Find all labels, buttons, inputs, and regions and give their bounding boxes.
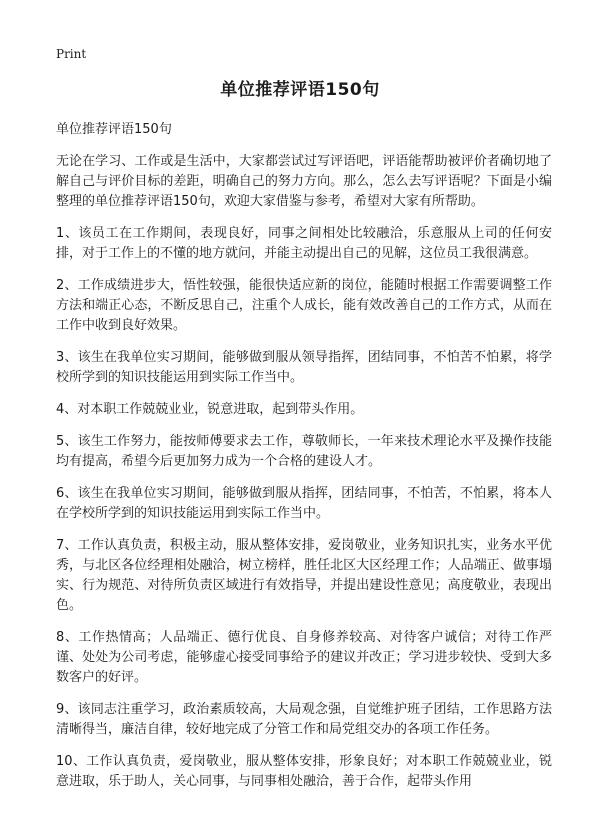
list-item: 2、工作成绩进步大，悟性较强，能很快适应新的岗位，能随时根据工作需要调整工作方法和端正心态，不断反思自己，注重个人成长，能有效改善自己的工作方式，从而在工作中收到良好效果。 — [56, 278, 552, 333]
list-item: 8、工作热情高；人品端正、德行优良、自身修养较高、对待客户诚信；对待工作严谨、处处为公司考虑，能够虚心接受同事给予的建议并改正；学习进步较快、受到大多数客户的好评。 — [56, 630, 552, 685]
list-item: 3、该生在我单位实习期间，能够做到服从领导指挥，团结同事，不怕苦不怕累，将学校所学到的知识技能运用到实际工作当中。 — [56, 350, 552, 385]
list-item: 10、工作认真负责，爱岗敬业，服从整体安排，形象良好；对本职工作兢兢业业，锐意进取，乐于助人，关心同事，与同事相处融洽，善于合作，起带头作用 — [56, 754, 552, 789]
list-item: 5、该生工作努力，能按师傅要求去工作，尊敬师长，一年来技术理论水平及操作技能均有提高，希望今后更加努力成为一个合格的建设人才。 — [56, 434, 552, 469]
list-item: 4、对本职工作兢兢业业，锐意进取，起到带头作用。 — [56, 402, 364, 417]
intro-paragraph: 无论在学习、工作或是生活中，大家都尝试过写评语吧，评语能帮助被评价者确切地了解自己与评价目标的差距，明确自己的努力方向。那么，怎么去写评语呢？下面是小编整理的单位推荐评语150句，欢迎大家借鉴与参考，希望对大家有所帮助。 — [56, 154, 552, 209]
document-body — [56, 120, 552, 804]
list-item: 1、该员工在工作期间，表现良好，同事之间相处比较融洽，乐意服从上司的任何安排，对于工作上的不懂的地方就问，并能主动提出自己的见解，这位员工我很满意。 — [56, 226, 552, 261]
list-item: 7、工作认真负责，积极主动，服从整体安排，爱岗敬业，业务知识扎实，业务水平优秀，与北区各位经理相处融洽，树立榜样，胜任北区大区经理工作；人品端正、做事塌实、行为规范、对待所负责区域进行有效指导，并提出建设性意见；高度敬业，表现出色。 — [56, 538, 552, 613]
document-title: 单位推荐评语150句 — [220, 80, 380, 100]
list-item: 6、该生在我单位实习期间，能够做到服从指挥，团结同事，不怕苦，不怕累，将本人在学校所学到的知识技能运用到实际工作当中。 — [56, 486, 552, 521]
document-subtitle: 单位推荐评语150句 — [56, 122, 172, 137]
print-link[interactable]: Print — [56, 47, 87, 61]
list-item: 9、该同志注重学习，政治素质较高，大局观念强，自觉维护班子团结，工作思路方法清晰得当，廉洁自律，较好地完成了分管工作和局党组交办的各项工作任务。 — [56, 702, 552, 737]
